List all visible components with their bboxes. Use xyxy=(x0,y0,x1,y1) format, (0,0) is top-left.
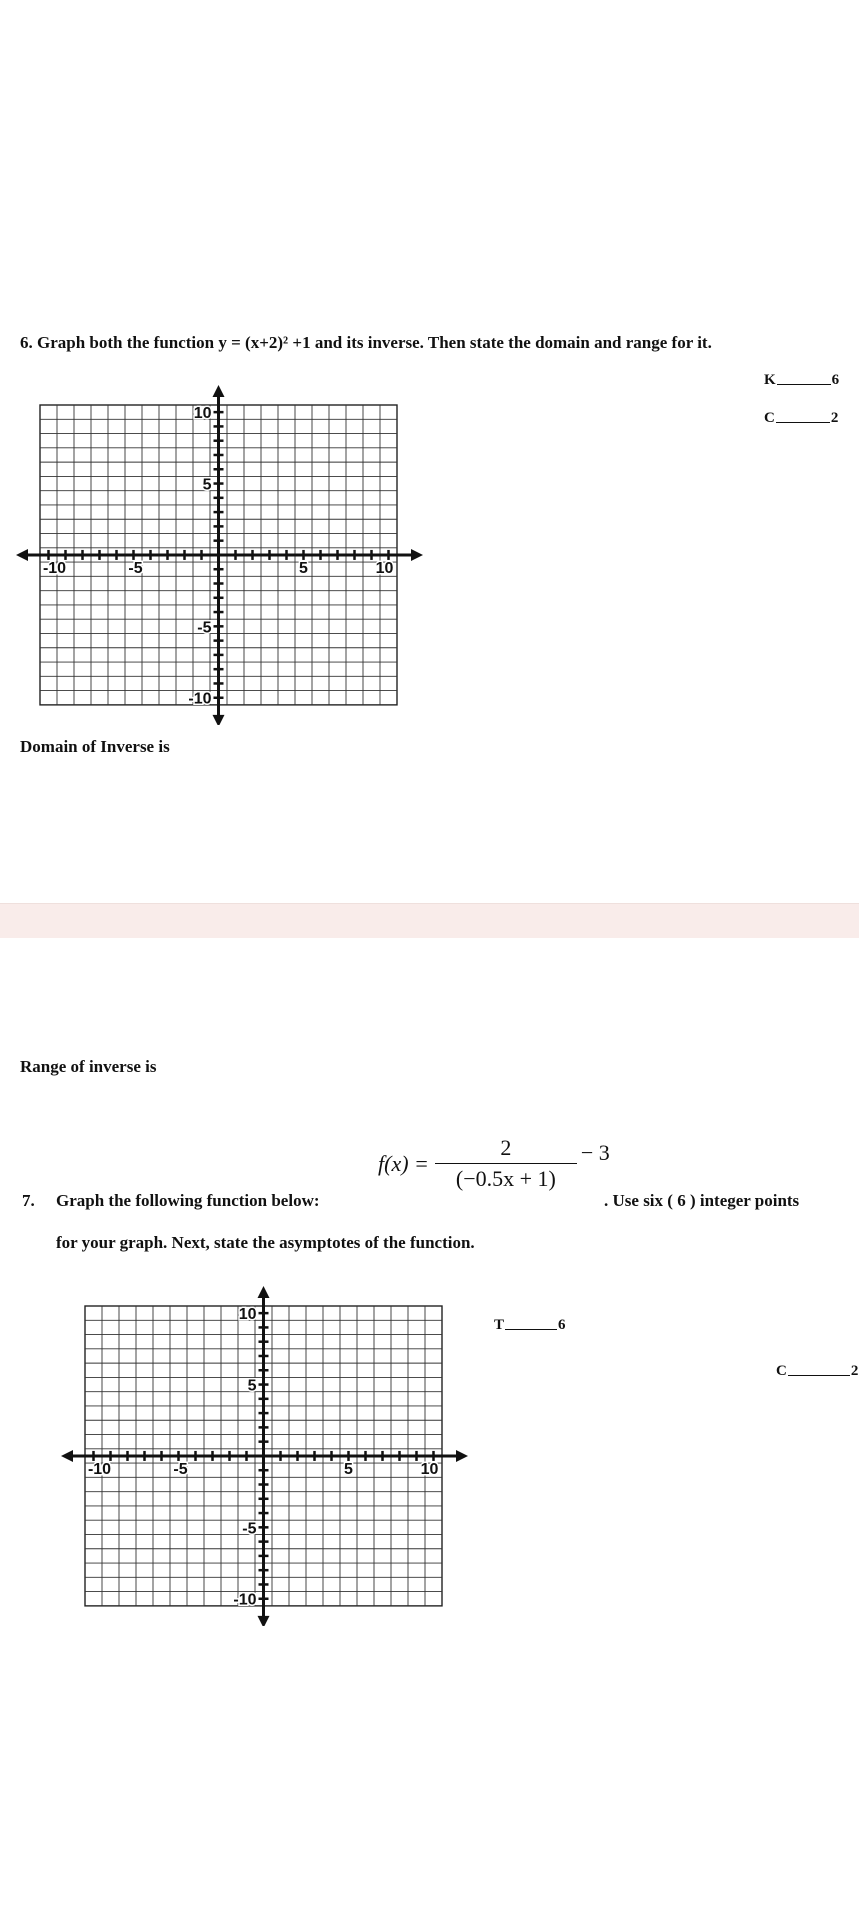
formula-tail: − 3 xyxy=(580,1139,610,1165)
q7-mark-t xyxy=(494,1317,566,1334)
formula-fraction xyxy=(435,1135,577,1192)
x-tick-label: 5 xyxy=(344,1460,353,1478)
mark-value: 2 xyxy=(830,410,839,426)
y-axis-bottom-arrow xyxy=(213,715,225,725)
y-axis-top-arrow xyxy=(258,1286,270,1298)
q6-domain-label: Domain of Inverse is xyxy=(20,737,170,756)
x-tick-label: -5 xyxy=(128,559,143,577)
mark-value: 2 xyxy=(850,1363,859,1379)
y-tick-label: 5 xyxy=(202,476,212,494)
y-axis-bottom-arrow xyxy=(258,1616,270,1626)
q6-range-label: Range of inverse is xyxy=(20,1057,157,1076)
mark-blank xyxy=(777,383,831,385)
q7-formula xyxy=(378,1135,610,1192)
q7-prompt-b: . Use six ( 6 ) integer points xyxy=(604,1191,800,1210)
x-axis-left-arrow xyxy=(61,1450,73,1462)
x-axis-right-arrow xyxy=(456,1450,468,1462)
mark-value: 6 xyxy=(558,1317,566,1333)
mark-blank xyxy=(505,1328,557,1330)
y-tick-label: 10 xyxy=(238,1306,257,1324)
formula-lhs: f(x) = xyxy=(378,1150,429,1176)
mark-blank xyxy=(776,421,830,423)
formula-denominator: (−0.5x + 1) xyxy=(455,1166,556,1191)
y-axis-top-arrow xyxy=(213,385,225,397)
x-tick-label: 5 xyxy=(299,559,308,577)
y-tick-label: -10 xyxy=(188,690,212,708)
x-axis-right-arrow xyxy=(411,549,423,561)
x-tick-label: 10 xyxy=(375,559,394,577)
page-divider xyxy=(0,903,859,938)
y-tick-label: 10 xyxy=(193,405,212,423)
q6-coordinate-grid xyxy=(12,385,432,725)
x-tick-label: -10 xyxy=(42,559,67,577)
x-tick-label: 10 xyxy=(420,1460,439,1478)
mark-letter: C xyxy=(764,410,775,426)
y-tick-label: -5 xyxy=(197,619,212,637)
mark-letter: T xyxy=(494,1317,505,1333)
mark-letter: K xyxy=(764,372,776,388)
q6-mark-c xyxy=(764,410,838,427)
x-tick-label: -10 xyxy=(87,1460,112,1478)
formula-numerator: 2 xyxy=(500,1135,512,1160)
y-tick-label: -5 xyxy=(242,1520,257,1538)
x-axis-left-arrow xyxy=(16,549,28,561)
q7-coordinate-grid xyxy=(57,1286,477,1626)
q6-mark-k xyxy=(764,372,839,389)
mark-value: 6 xyxy=(831,372,840,388)
q7-prompt-c: for your graph. Next, state the asymptotes of the function. xyxy=(56,1233,475,1252)
q7-prompt-a: Graph the following function below: xyxy=(56,1191,320,1210)
mark-letter: C xyxy=(776,1363,787,1379)
y-tick-label: 5 xyxy=(247,1377,257,1395)
y-tick-label: -10 xyxy=(233,1591,257,1609)
q6-prompt: 6. Graph both the function y = (x+2)² +1 and its inverse. Then state the domain and range for it. xyxy=(20,333,712,352)
x-tick-label: -5 xyxy=(173,1460,188,1478)
q7-mark-c xyxy=(776,1363,858,1380)
q7-number: 7. xyxy=(22,1191,35,1210)
mark-blank xyxy=(788,1374,850,1376)
